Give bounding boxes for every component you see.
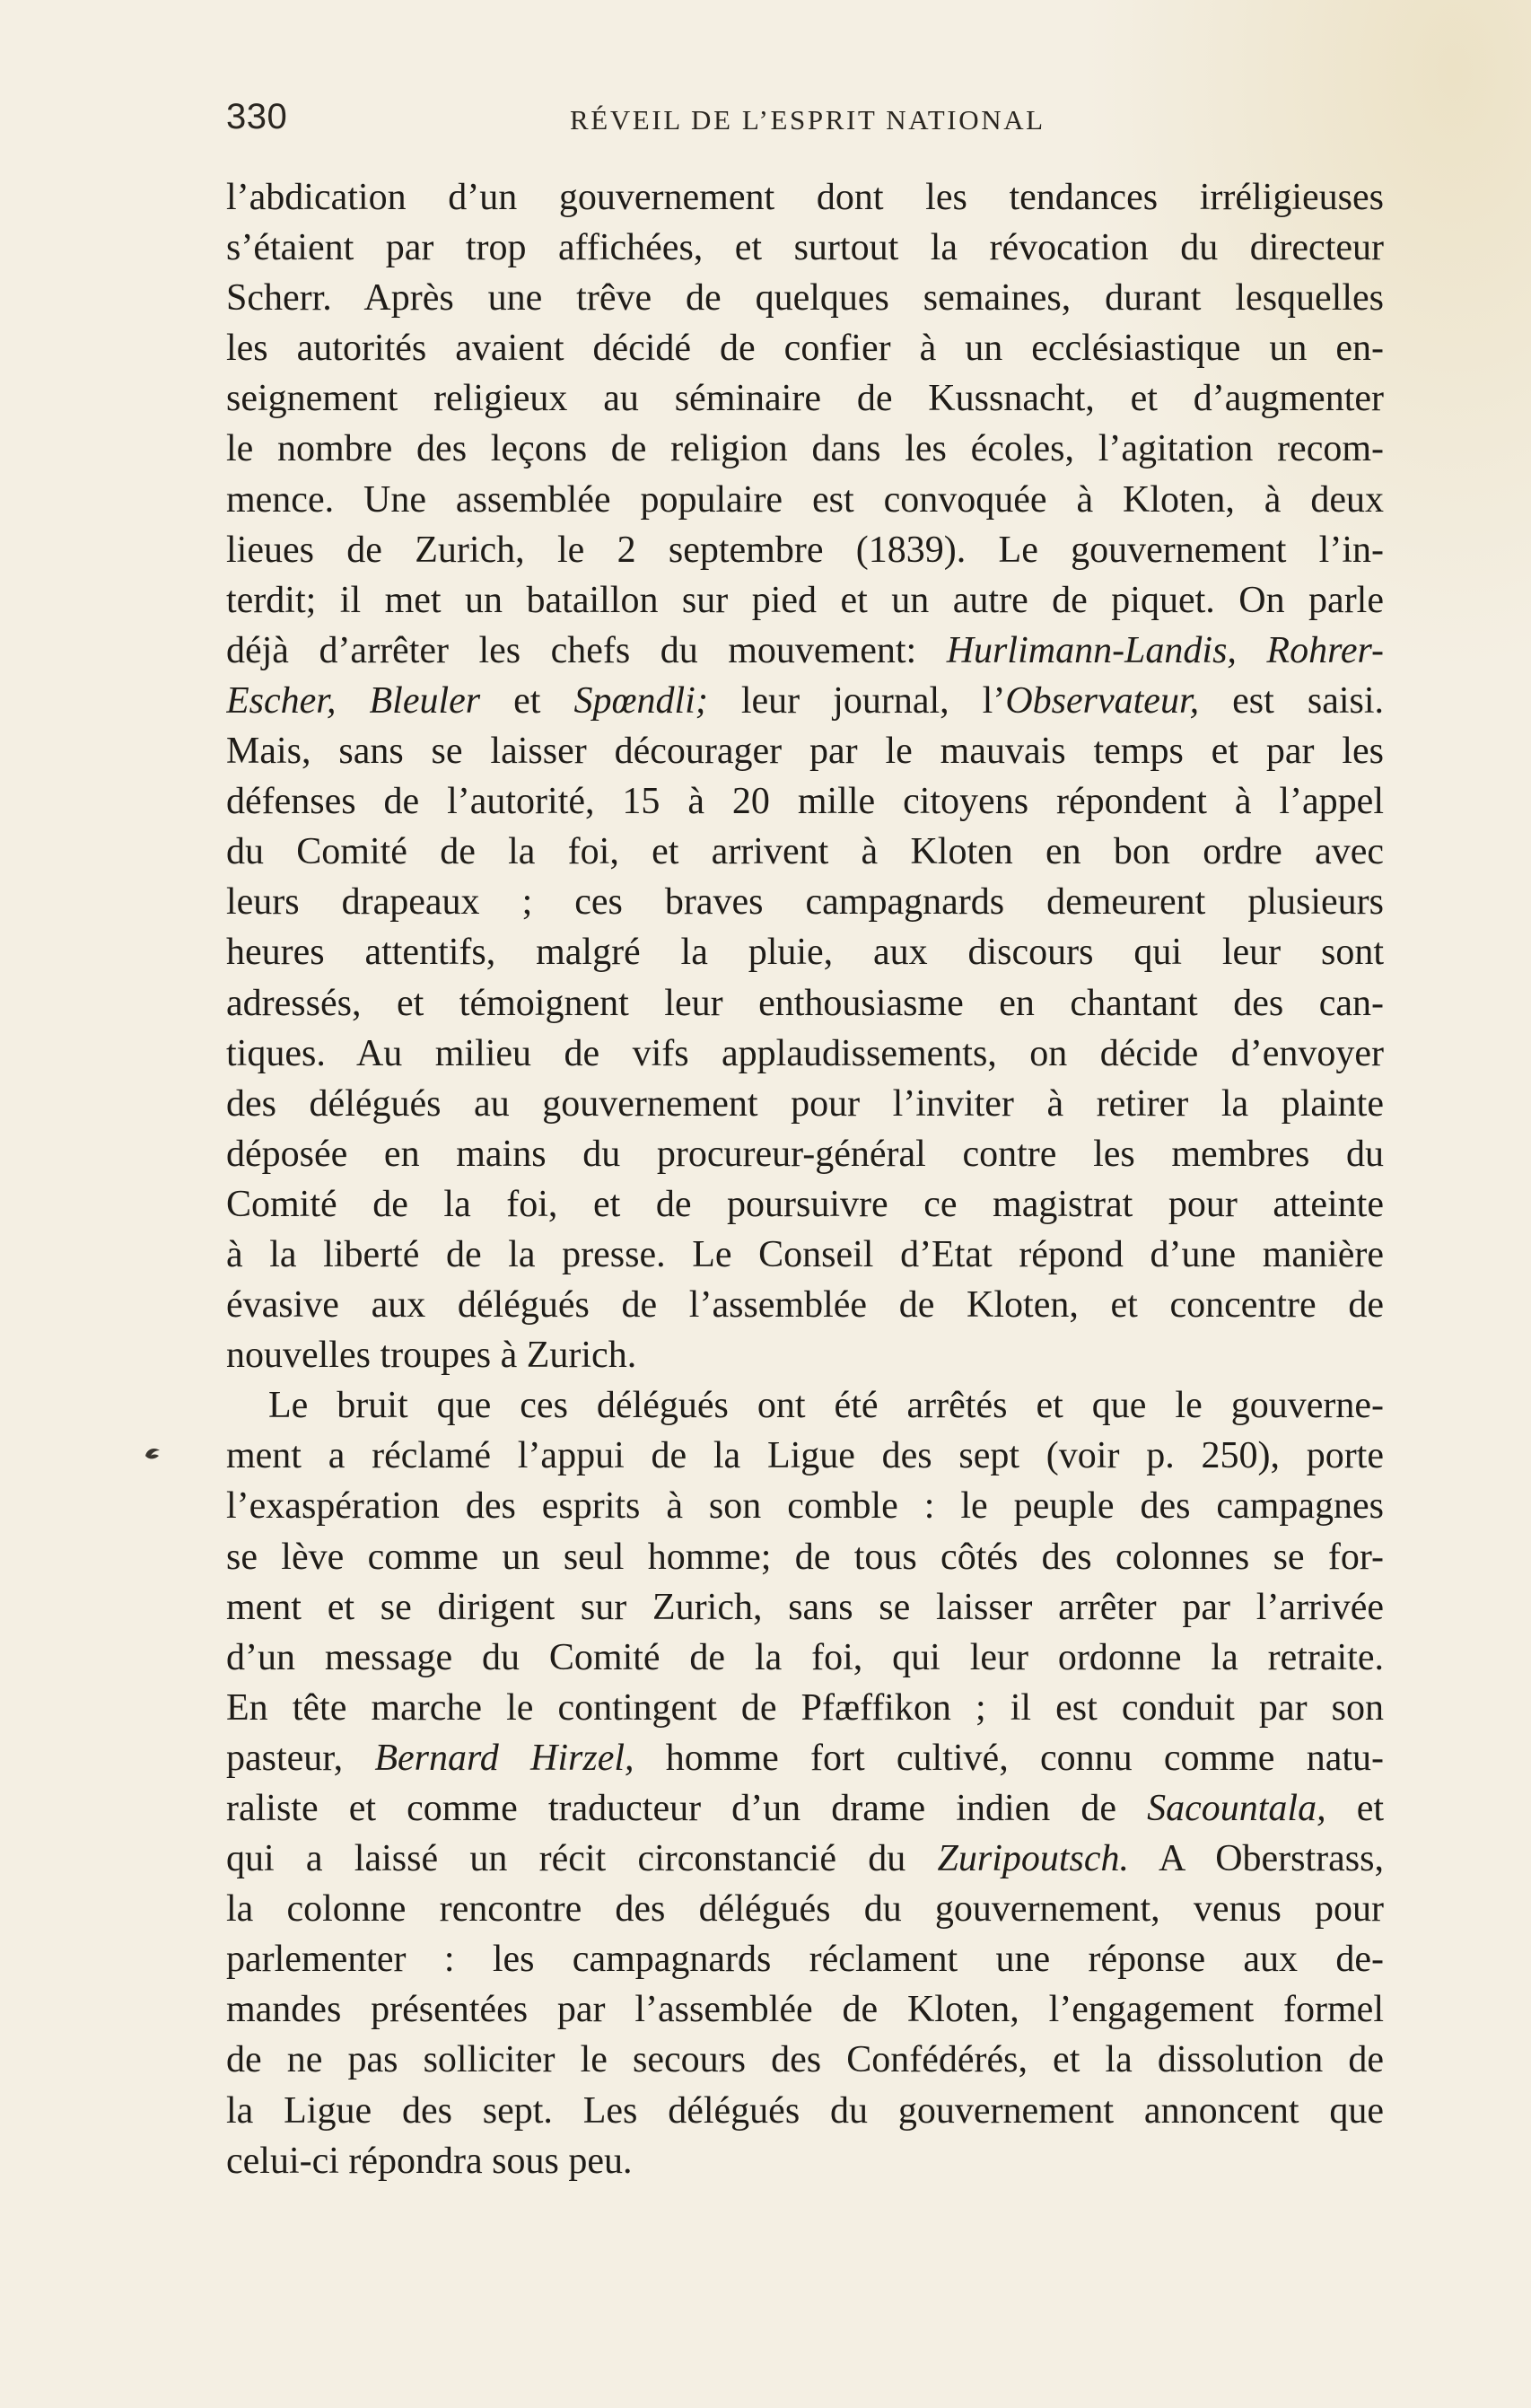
text-segment: A Oberstrass, (1129, 1838, 1384, 1880)
text-line (226, 1733, 1384, 1783)
text-line (226, 827, 1384, 877)
page-number: 330 (226, 97, 288, 136)
text-line (226, 676, 1384, 726)
text-line (226, 2035, 1384, 2085)
text-segment: la colonne rencontre des délégués du gouvernement, venus pour (226, 1888, 1384, 1931)
text-line (226, 1582, 1384, 1633)
text-segment: la Ligue des sept. Les délégués du gouvernement annoncent que (226, 2089, 1384, 2132)
text-segment: est saisi. (1199, 679, 1384, 722)
text-segment: homme fort cultivé, connu comme natu- (634, 1737, 1384, 1779)
text-segment: ment et se dirigent sur Zurich, sans se laisser arrêter par l’arrivée (226, 1586, 1384, 1628)
text-line (226, 525, 1384, 575)
text-segment: et (480, 679, 574, 722)
text-segment: des délégués au gouvernement pour l’inviter à retirer la plainte (226, 1082, 1384, 1125)
text-segment: En tête marche le contingent de Pfæffikon ; il est conduit par son (226, 1686, 1384, 1729)
italic-text-segment: Hurlimann-Landis, Rohrer- (946, 629, 1384, 671)
text-segment: raliste et comme traducteur d’un drame indien de (226, 1788, 1148, 1829)
text-segment: seignement religieux au séminaire de Kussnacht, et d’augmenter (226, 378, 1384, 420)
text-segment: adressés, et témoignent leur enthousiasme en chantant des can- (226, 982, 1384, 1024)
text-line (226, 575, 1384, 626)
text-line (226, 1230, 1384, 1280)
text-segment: leurs drapeaux ; ces braves campagnards demeurent plusieurs (226, 881, 1384, 924)
text-segment: Le bruit que ces délégués ont été arrêtés et que le gouverne- (268, 1385, 1384, 1427)
text-segment: qui a laissé un récit circonstancié du (226, 1838, 938, 1880)
text-segment: défenses de l’autorité, 15 à 20 mille citoyens répondent à l’appel (226, 781, 1384, 823)
text-segment: à la liberté de la presse. Le Conseil d’Etat répond d’une manière (226, 1233, 1384, 1275)
body-text (226, 172, 1384, 2186)
text-line (226, 2136, 1384, 2186)
italic-text-segment: Sacountala, (1147, 1788, 1326, 1829)
text-segment: Comité de la foi, et de poursuivre ce magistrat pour atteinte (226, 1183, 1384, 1225)
text-line (226, 927, 1384, 977)
text-line (226, 978, 1384, 1029)
text-segment: d’un message du Comité de la foi, qui leur ordonne la retraite. (226, 1636, 1384, 1678)
text-segment: Scherr. Après une trêve de quelques semaines, durant lesquelles (226, 277, 1384, 320)
text-line (226, 1330, 1384, 1380)
text-segment: et (1325, 1788, 1384, 1829)
text-segment: mandes présentées par l’assemblée de Kloten, l’engagement formel (226, 1989, 1384, 2031)
text-line (226, 1029, 1384, 1079)
text-line (226, 223, 1384, 273)
text-segment: terdit; il met un bataillon sur pied et un autre de piquet. On parle (226, 579, 1384, 621)
text-segment: déposée en mains du procureur-général contre les membres du (226, 1133, 1384, 1175)
italic-text-segment: Escher, Bleuler (226, 679, 481, 722)
text-line (226, 1984, 1384, 2035)
text-segment: parlementer : les campagnards réclament une réponse aux de- (226, 1939, 1384, 1981)
italic-text-segment: Zuripoutsch. (937, 1838, 1130, 1880)
text-segment: les autorités avaient décidé de confier à un ecclésiastique un en- (226, 328, 1384, 370)
text-line (226, 1683, 1384, 1733)
text-segment: tiques. Au milieu de vifs applaudissements, on décide d’envoyer (226, 1032, 1384, 1074)
text-line (226, 1129, 1384, 1179)
text-segment: déjà d’arrêter les chefs du mouvement: (226, 629, 947, 671)
text-segment: l’exaspération des esprits à son comble : le peuple des campagnes (226, 1485, 1384, 1528)
italic-text-segment: Spœndli; (573, 679, 708, 722)
text-segment: du Comité de la foi, et arrivent à Kloten en bon ordre avec (226, 831, 1384, 873)
text-segment: évasive aux délégués de l’assemblée de Kloten, et concentre de (226, 1284, 1384, 1327)
text-segment: s’étaient par trop affichées, et surtout la révocation du directeur (226, 227, 1384, 269)
text-line (226, 323, 1384, 373)
text-segment: de ne pas solliciter le secours des Confédérés, et la dissolution de (226, 2039, 1384, 2081)
text-line (226, 1834, 1384, 1884)
text-line (226, 1481, 1384, 1531)
text-line (226, 1179, 1384, 1230)
text-segment: le nombre des leçons de religion dans les écoles, l’agitation recom- (226, 428, 1384, 470)
text-segment: lieues de Zurich, le 2 septembre (1839). Le gouvernement l’in- (226, 529, 1384, 571)
italic-text-segment: Observateur, (1005, 679, 1200, 722)
text-segment: ment a réclamé l’appui de la Ligue des sept (voir p. 250), porte (226, 1435, 1384, 1477)
text-line (226, 1079, 1384, 1129)
text-line (226, 877, 1384, 927)
text-segment: nouvelles troupes à Zurich. (226, 1335, 637, 1377)
running-title: RÉVEIL DE L’ESPRIT NATIONAL (570, 104, 1045, 136)
text-segment: se lève comme un seul homme; de tous côtés des colonnes se for- (226, 1536, 1384, 1578)
margin-ornament-icon (142, 1441, 165, 1465)
page-header (226, 97, 1384, 151)
text-line (226, 2086, 1384, 2136)
text-segment: l’abdication d’un gouvernement dont les tendances irréligieuses (226, 177, 1384, 218)
text-line (226, 1884, 1384, 1934)
text-line (226, 172, 1384, 223)
text-segment: pasteur, (226, 1737, 375, 1779)
text-segment: mence. Une assemblée populaire est convoquée à Kloten, à deux (226, 478, 1384, 521)
text-segment: heures attentifs, malgré la pluie, aux discours qui leur sont (226, 932, 1384, 974)
text-line (226, 1431, 1384, 1481)
text-line (226, 424, 1384, 474)
text-line (226, 1532, 1384, 1582)
text-line (226, 1380, 1384, 1431)
text-line (226, 776, 1384, 827)
text-line (226, 1633, 1384, 1683)
italic-text-segment: Bernard Hirzel, (374, 1737, 634, 1779)
text-line (226, 1280, 1384, 1330)
text-line (226, 273, 1384, 323)
text-line (226, 626, 1384, 676)
text-segment: Mais, sans se laisser décourager par le mauvais temps et par les (226, 731, 1384, 773)
text-line (226, 373, 1384, 424)
text-line (226, 726, 1384, 776)
text-line (226, 1783, 1384, 1834)
text-line (226, 1934, 1384, 1984)
text-line (226, 475, 1384, 525)
text-segment: leur journal, l’ (707, 679, 1006, 722)
text-segment: celui-ci répondra sous peu. (226, 2140, 633, 2182)
